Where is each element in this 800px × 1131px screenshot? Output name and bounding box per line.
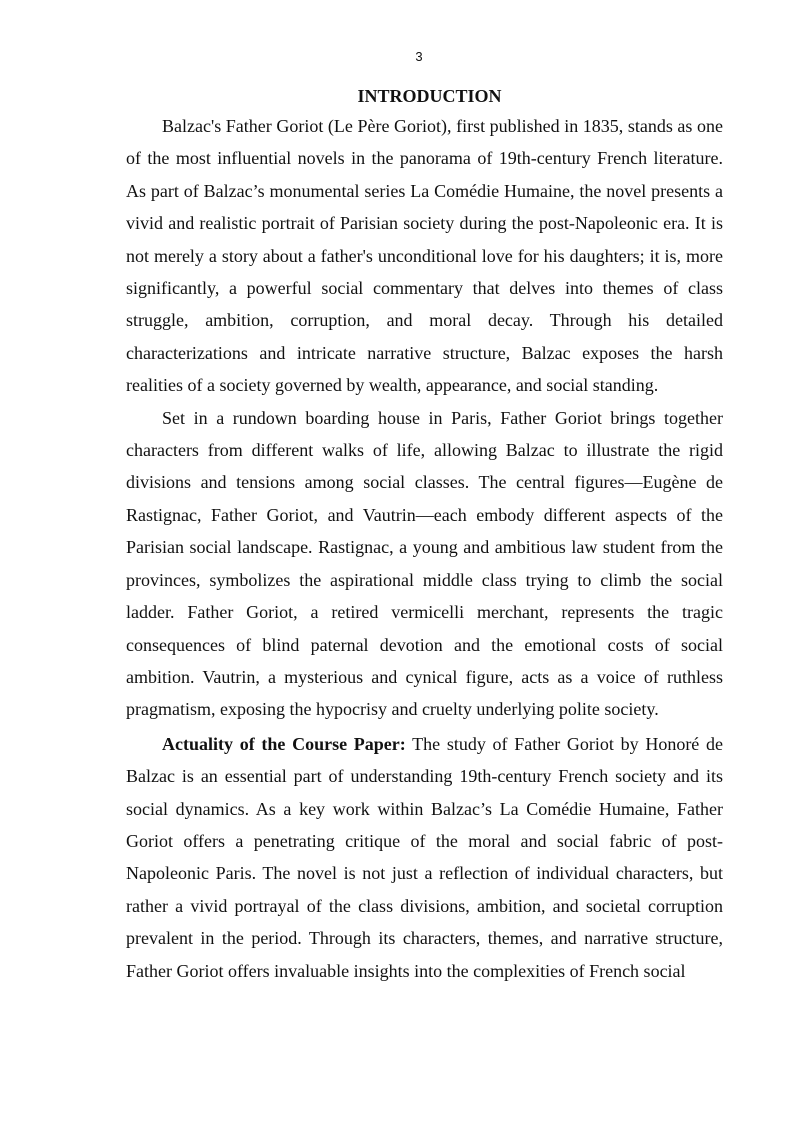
section-heading: INTRODUCTION [357,86,502,106]
paragraph-actuality [126,728,723,987]
paragraph-setting: Set in a rundown boarding house in Paris, Father Goriot brings together characters from different walks of life, allowing Balzac to illustrate the rigid divisions and tensions among social classes. The central figures—Eugène de Rastignac, Father Goriot, and Vautrin—each embody different aspects of the Parisian social landscape. Rastignac, a young and ambitious law student from the provinces, symbolizes the aspirational middle class trying to climb the social ladder. Father Goriot, a retired vermicelli merchant, represents the tragic consequences of blind paternal devotion and the emotional costs of social ambition. Vautrin, a mysterious and cynical figure, acts as a voice of ruthless pragmatism, exposing the hypocrisy and cruelty underlying polite society. [126,407,723,720]
page-number: 3 [415,49,423,64]
actuality-text: The study of Father Goriot by Honoré de Balzac is an essential part of understanding 19th-century French society and its social dynamics. As a key work within Balzac’s La Comédie Humaine, Father Goriot offers a penetrating critique of the moral and social fabric of post-Napoleonic Paris. The novel is not just a reflection of individual characters, but rather a vivid portrayal of the class divisions, ambition, and societal corruption prevalent in the period. Through its characters, themes, and narrative structure, Father Goriot offers invaluable insights into the complexities of French social [126,733,723,981]
paragraph-intro: Balzac's Father Goriot (Le Père Goriot), first published in 1835, stands as one of the most influential novels in the panorama of 19th-century French literature. As part of Balzac’s monumental series La Comédie Humaine, the novel presents a vivid and realistic portrait of Parisian society during the post-Napoleonic era. It is not merely a story about a father's unconditional love for his daughters; it is, more significantly, a powerful social commentary that delves into themes of class struggle, ambition, corruption, and moral decay. Through his detailed characterizations and intricate narrative structure, Balzac exposes the harsh realities of a society governed by wealth, appearance, and social standing. [126,116,723,396]
actuality-lead: Actuality of the Course Paper: [162,733,406,754]
document-body [126,82,723,987]
